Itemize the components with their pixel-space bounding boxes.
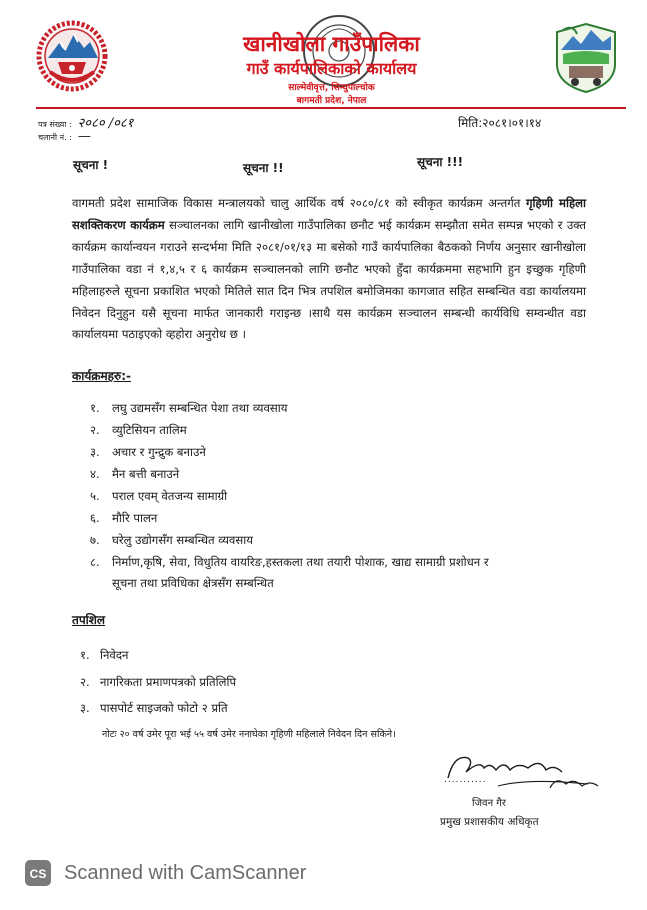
- program-num: ५.: [90, 489, 100, 503]
- program-text: मैन बत्ती बनाउने: [112, 467, 180, 481]
- program-num: १.: [90, 401, 100, 415]
- camscanner-text: Scanned with CamScanner: [64, 861, 307, 884]
- program-text: व्युटिसियन तालिम: [112, 423, 187, 437]
- eligibility-note: नोटः २० वर्ष उमेर पूरा भई ५५ वर्ष उमेर ननाघेका गृहिणी महिलाले निवेदन दिन सकिने।: [102, 729, 396, 740]
- address-line: साल्मेवीवृत्त, सिन्धुपाल्चोक: [288, 83, 375, 93]
- document-item-1: [80, 648, 128, 663]
- dispatch-number: [38, 129, 91, 144]
- program-item-6: [90, 508, 590, 529]
- camscanner-watermark: [24, 858, 306, 888]
- office-title: गाउँ कार्यपालिकाको कार्यालय: [246, 59, 417, 78]
- program-num: २.: [90, 423, 100, 437]
- letter-date: मिति:२०८१।०१।१४: [458, 116, 542, 130]
- program-text: पराल एवम् वेतजन्य सामाग्री: [112, 489, 228, 503]
- program-text: अचार र गुन्द्रुक बनाउने: [112, 445, 206, 459]
- document-text: नागरिकता प्रमाणपत्रको प्रतिलिपि: [100, 675, 237, 689]
- document-num: ३.: [80, 701, 90, 715]
- program-text-continued: सूचना तथा प्रविधिका क्षेत्रसँग सम्बन्धित: [112, 576, 274, 590]
- document-text: पासपोर्ट साइजको फोटो २ प्रति: [100, 701, 228, 715]
- body-part-2: सञ्चालनका लागि खानीखोला गाउँपालिका छनौट भई कार्यक्रम सम्झौता समेत सम्पन्न भएको र उक्त कार्यक्रम कार्यान्वयन गराउने सन्दर्भमा मिति २०८१/०१/१३ मा बसेको गाउँ कार्यपालिका बैठकको निर्णय अनुसार खानीखोला गाउँपालिका वडा नं १,४,५ र ६ कार्यक्रम सञ्चालनको लागि छनौट भएको हुँदा कार्यक्रममा सहभागि हुन इच्छुक गृहिणी महिलाहरुले सूचना प्रकाशित भएको मितिले सात दिन भित्र तपशिल बमोजिमका कागजात सहित सम्बन्धित वडा कार्यालयमा निवेदन दिनुहुन यसै सूचना मार्फत जानकारी गराइन्छ ।साथै यस कार्यक्रम सञ्चालन सम्बन्धी कार्यविधि सम्वन्धीत वडा कार्यालयमा पठाइएको व्हहोरा अनुरोध छ ।: [72, 217, 586, 342]
- camscanner-icon: [24, 859, 52, 887]
- program-num: ७.: [90, 533, 100, 547]
- letter-number-value: २०८० /०८१: [77, 116, 134, 131]
- program-text: लघु उद्यमसँग सम्बन्धित पेशा तथा व्यवसाय: [112, 401, 288, 415]
- handwritten-signature: [438, 748, 608, 796]
- program-item-7: [90, 530, 590, 551]
- letter-number-label: पत्र संख्या :: [38, 120, 72, 129]
- program-item-1: [90, 398, 590, 419]
- program-num: ६.: [90, 511, 100, 525]
- programs-heading: कार्यक्रमहरु:-: [72, 369, 132, 383]
- province-line: बागमती प्रदेश, नेपाल: [296, 96, 367, 106]
- header-divider: [36, 107, 626, 109]
- notice-heading-2: सूचना !!: [243, 161, 284, 175]
- program-text: निर्माण,कृषि, सेवा, विधुतिय वायरिङ,हस्तकला तथा तयारी पोशाक, खाद्य सामाग्री प्रशोधन र: [112, 555, 489, 569]
- program-text: घरेलु उद्योगसँग सम्बन्धित व्यवसाय: [112, 533, 253, 547]
- program-item-3: [90, 442, 590, 463]
- notice-body: [72, 193, 586, 346]
- document-num: १.: [80, 648, 90, 662]
- program-name: गृहिणी महिला सशक्तिकरण कार्यक्रम: [72, 196, 586, 232]
- signature-line: ...........: [444, 775, 487, 785]
- documents-heading: तपशिल: [72, 613, 106, 627]
- program-num: ४.: [90, 467, 100, 481]
- dispatch-number-value: —: [77, 129, 91, 144]
- program-item-8: [90, 552, 590, 594]
- program-item-2: [90, 420, 590, 441]
- program-text: मौरि पालन: [112, 511, 158, 525]
- document-item-3: [80, 701, 228, 716]
- document-text: निवेदन: [100, 648, 129, 662]
- program-num: ३.: [90, 445, 100, 459]
- program-num: ८.: [90, 555, 100, 569]
- program-item-5: [90, 486, 590, 507]
- dispatch-number-label: चलानी नं. :: [38, 133, 72, 142]
- signatory-name: जिवन गैर: [472, 798, 507, 809]
- body-part-1: वागमती प्रदेश सामाजिक विकास मन्त्रालयको चालु आर्थिक वर्ष २०८०/८१ को स्वीकृत कार्यक्रम अन्तर्गत: [72, 196, 526, 210]
- document-num: २.: [80, 675, 90, 689]
- signatory-title: प्रमुख प्रशासकीय अधिकृत: [440, 816, 539, 828]
- document-item-2: [80, 675, 236, 690]
- municipality-title: खानीखोला गाउँपालिका: [243, 32, 420, 56]
- program-item-4: [90, 464, 590, 485]
- notice-heading-1: सूचना !: [73, 158, 109, 172]
- notice-heading-3: सूचना !!!: [417, 155, 464, 169]
- svg-text:CS: CS: [29, 867, 47, 881]
